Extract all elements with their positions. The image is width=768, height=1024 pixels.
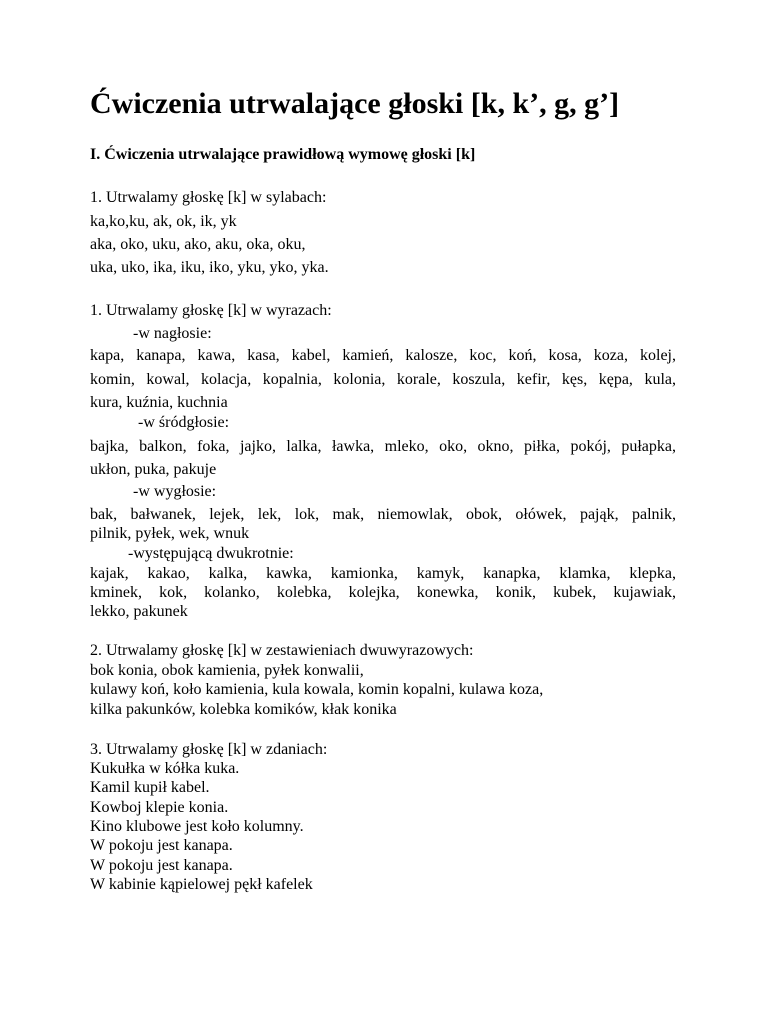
sentence-line: Kamil kupił kabel. [90,779,210,796]
syllables-line: ka,ko,ku, ak, ok, ik, yk [90,213,237,230]
double-words-line: kajak, kakao, kalka, kawka, kamionka, kamyk, kanapka, klamka, klepka, [90,565,676,582]
exercise-words-heading: 1. Utrwalamy głoskę [k] w wyrazach: [90,302,332,319]
exercise-phrases-heading: 2. Utrwalamy głoskę [k] w zestawieniach dwuwyrazowych: [90,642,474,659]
medial-words-line: ukłon, puka, pakuje [90,461,217,478]
sentence-line: Kowboj klepie konia. [90,799,229,816]
sentence-line: Kukułka w kółka kuka. [90,760,240,777]
syllables-line: uka, uko, ika, iku, iko, yku, yko, yka. [90,259,329,276]
syllables-line: aka, oko, uku, ako, aku, oka, oku, [90,236,306,253]
sentence-line: W pokoju jest kanapa. [90,837,233,854]
phrases-line: bok konia, obok kamienia, pyłek konwalii, [90,662,364,679]
medial-words-line: bajka, balkon, foka, jajko, lalka, ławka, mleko, oko, okno, piłka, pokój, pułapka, [90,438,676,455]
sentence-line: W kabinie kąpielowej pękł kafelek [90,876,313,893]
sentence-line: Kino klubowe jest koło kolumny. [90,818,304,835]
page-title: Ćwiczenia utrwalające głoski [k, k’, g, g’] [90,87,620,120]
initial-words-line: kapa, kanapa, kawa, kasa, kabel, kamień, kalosze, koc, koń, kosa, koza, kolej, [90,347,676,364]
section-heading: I. Ćwiczenia utrwalające prawidłową wymowę głoski [k] [90,146,476,163]
medial-position-label: -w śródgłosie: [138,414,230,431]
double-occurrence-label: -występującą dwukrotnie: [128,545,294,562]
exercise-sentences-heading: 3. Utrwalamy głoskę [k] w zdaniach: [90,741,328,758]
final-words-line: bak, bałwanek, lejek, lek, lok, mak, niemowlak, obok, ołówek, pająk, palnik, [90,506,676,523]
phrases-line: kulawy koń, koło kamienia, kula kowala, komin kopalni, kulawa koza, [90,681,544,698]
phrases-line: kilka pakunków, kolebka komików, kłak konika [90,701,397,718]
initial-words-line: komin, kowal, kolacja, kopalnia, kolonia, korale, koszula, kefir, kęs, kępa, kula, [90,371,676,388]
double-words-line: lekko, pakunek [90,603,188,620]
initial-position-label: -w nagłosie: [133,325,212,342]
exercise-syllables-heading: 1. Utrwalamy głoskę [k] w sylabach: [90,189,327,206]
initial-words-line: kura, kuźnia, kuchnia [90,394,228,411]
final-words-line: pilnik, pyłek, wek, wnuk [90,525,250,542]
double-words-line: kminek, kok, kolanko, kolebka, kolejka, konewka, konik, kubek, kujawiak, [90,584,676,601]
final-position-label: -w wygłosie: [133,483,217,500]
sentence-line: W pokoju jest kanapa. [90,857,233,874]
